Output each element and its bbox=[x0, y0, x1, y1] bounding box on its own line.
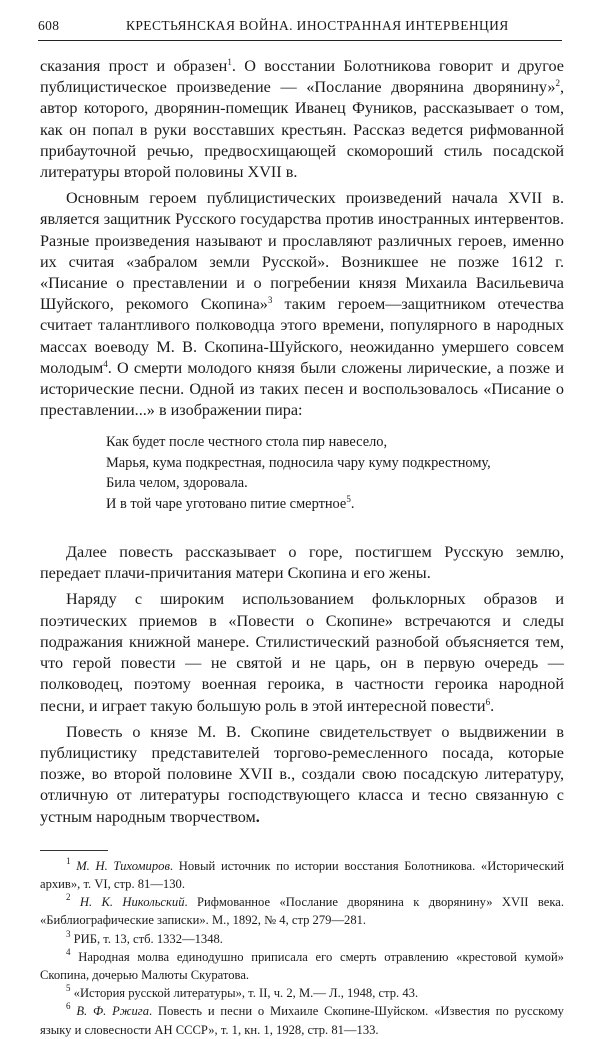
footnote: $^2$ Н. К. Никольский. Рифмованное «Послание дворянина к дворянину» XVII века. «Библиографические записки». М., 1892, № 4, стр 279—281. bbox=[40, 892, 564, 928]
paragraph-3: Далее повесть рассказывает о горе, постигшем Русскую землю, передает плачи-причитания матери Скопина и его жены. bbox=[40, 543, 564, 583]
footnote-ref-5: 5 bbox=[346, 493, 351, 504]
footnote-ref-3: 3 bbox=[267, 295, 273, 306]
running-header bbox=[38, 14, 562, 41]
page-number: 608 bbox=[38, 18, 60, 33]
poem-line: Как будет после честного стола пир навесело, bbox=[106, 434, 388, 451]
paragraph-5: Повесть о князе М. В. Скопине свидетельствует о выдвижении в публицистику представителей торгово-ремесленного посада, которые позже, во второй половине XVII в., создали свою посадскую литературу, отличную от литературы господствующего класса и тесно связанную с устным народным творчеством. bbox=[40, 722, 564, 826]
poem-quote bbox=[106, 432, 564, 514]
footnote-ref-6: 6 bbox=[485, 696, 491, 707]
poem-line: Марья, кума подкрестная, подносила чару куму подкрестному, bbox=[106, 454, 491, 471]
footnotes bbox=[40, 857, 564, 1039]
paragraph-4: Наряду с широким использованием фольклорных образов и поэтических приемов в «Повести о Скопине» встречаются и следы подражания книжной манере. Стилистический разнобой объясняется тем, что герой повести — не святой и не царь, он в первую очередь — полководец, поэтому военная героика, в частности героика народной песни, и играет такую большую роль в этой интересной повести$^6$. bbox=[40, 590, 564, 715]
footnote: $^5$ «История русской литературы», т. II, ч. 2, М.— Л., 1948, стр. 43. bbox=[66, 983, 419, 1001]
main-text bbox=[40, 56, 564, 1039]
footnote-ref-4: 4 bbox=[103, 358, 108, 369]
running-title: КРЕСТЬЯНСКАЯ ВОЙНА. ИНОСТРАННАЯ ИНТЕРВЕНЦИЯ bbox=[126, 18, 509, 33]
footnote: $^6$ В. Ф. Ржига. Повесть и песни о Михаиле Скопине-Шуйском. «Известия по русскому языку и словесности АН СССР», т. 1, кн. 1, 1928, стр. 81—133. bbox=[40, 1001, 564, 1037]
poem-line: И в той чаре уготовано питие смертное$^5$. bbox=[106, 493, 355, 512]
footnote: $^3$ РИБ, т. 13, стб. 1332—1348. bbox=[66, 928, 223, 946]
footnote: $^1$ М. Н. Тихомиров. Новый источник по истории восстания Болотникова. «Исторический архив», т. VI, стр. 81—130. bbox=[40, 855, 565, 891]
poem-line: Била челом, здоровала. bbox=[106, 475, 248, 492]
footnote-ref-1: 1 bbox=[227, 57, 232, 67]
footnote: $^4$ Народная молва единодушно приписала его смерть отравлению «крестовой кумой» Скопина, дочерью Малюты Скуратова. bbox=[40, 946, 564, 982]
paragraph-2: Основным героем публицистических произведений начала XVII в. является защитник Русского государства против иностранных интервентов. Разные произведения называют и прославляют различных героев, именно их считая «забралом земли Русской». Возникшее не позже 1612 г. «Писание о преставлении и о погребении князя Михаила Васильевича Шуйского, рекомого Скопина»$^3$ таким героем—защитником отечества считает талантливого полководца этого времени, популярного в народных массах воеводу М. В. Скопина-Шуйского, неожиданно умершего совсем молодым$^4$. О смерти молодого князя были сложены лирические, а позже и исторические песни. Одной из таких песен и воспользовалось «Писание о преставлении...» в изображении пира: bbox=[40, 189, 564, 420]
footnote-ref-2: 2 bbox=[555, 78, 560, 89]
footnote-divider bbox=[40, 850, 108, 851]
paragraph-1: сказания прост и образен$^1$. О восстании Болотникова говорит и другое публицистическое произведение — «Послание дворянина дворянину»$^2$, автор которого, дворянин-помещик Иванец Фуников, рассказывает о том, как он попал в руки восставших крестьян. Рассказ ведется рифмованной прибауточной речью, предвосхищающей скомороший стиль посадской литературы второй половины XVII в. bbox=[40, 57, 564, 182]
